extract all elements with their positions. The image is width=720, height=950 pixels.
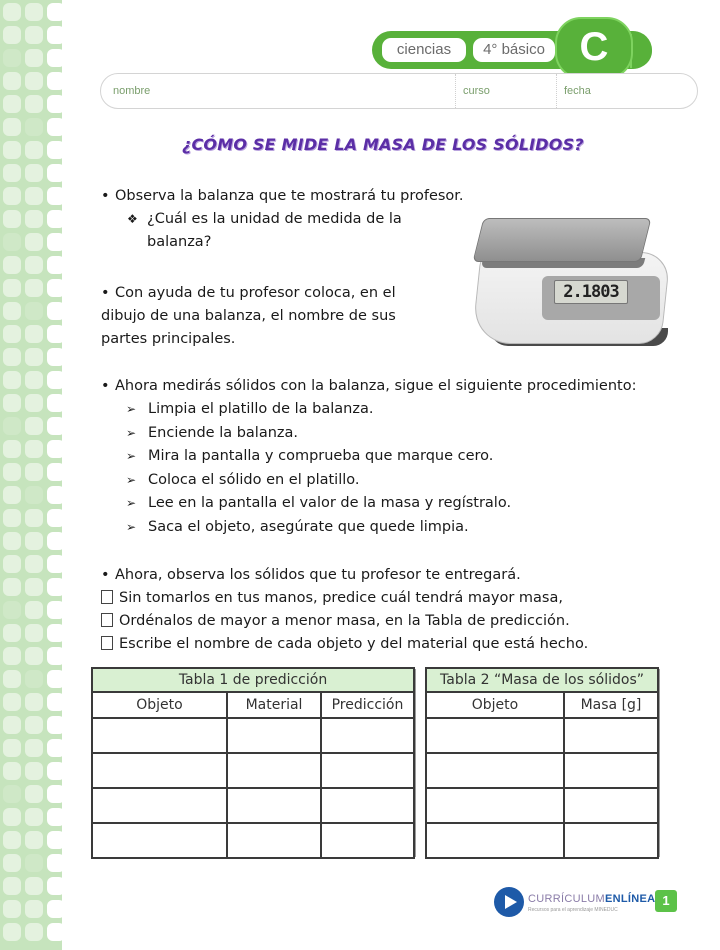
decorative-tile — [25, 141, 43, 159]
decorative-tile — [25, 693, 43, 711]
decorative-tile — [47, 486, 62, 504]
decorative-tile — [47, 233, 62, 251]
decorative-tile — [3, 26, 21, 44]
decorative-tile — [25, 256, 43, 274]
decorative-tile — [47, 785, 62, 803]
decorative-tile — [25, 417, 43, 435]
decorative-tile — [3, 394, 21, 412]
decorative-tile — [47, 831, 62, 849]
scale-display: 2.1803 — [554, 280, 628, 304]
table-cell[interactable] — [227, 788, 321, 823]
procedure-step: ➢ Lee en la pantalla el valor de la masa y regístralo. — [126, 492, 511, 515]
decorative-tile — [3, 440, 21, 458]
decorative-tile — [25, 210, 43, 228]
bullet-icon: • — [101, 285, 110, 301]
arrow-bullet-icon: ➢ — [126, 496, 137, 510]
decorative-tile — [25, 670, 43, 688]
decorative-tile — [3, 141, 21, 159]
table-row — [426, 753, 658, 788]
mass-table-caption: Tabla 2 “Masa de los sólidos” — [426, 668, 658, 692]
column-header-object: Objeto — [92, 692, 227, 718]
decorative-tile — [47, 739, 62, 757]
decorative-tile — [47, 348, 62, 366]
table-cell[interactable] — [321, 753, 414, 788]
decorative-tile — [25, 348, 43, 366]
decorative-tile — [3, 256, 21, 274]
decorative-tile — [25, 164, 43, 182]
decorative-tile — [47, 72, 62, 90]
table-cell[interactable] — [227, 718, 321, 753]
decorative-tile — [25, 509, 43, 527]
box-bullet-icon — [101, 590, 113, 604]
page-title: ¿CÓMO SE MIDE LA MASA DE LOS SÓLIDOS? — [182, 135, 584, 154]
decorative-tile — [47, 693, 62, 711]
decorative-tile — [25, 624, 43, 642]
decorative-tile — [3, 624, 21, 642]
diamond-bullet-icon: ❖ — [127, 212, 138, 226]
decorative-tile — [3, 693, 21, 711]
decorative-tile — [47, 95, 62, 113]
field-divider — [556, 74, 557, 108]
table-cell[interactable] — [92, 788, 227, 823]
decorative-tile — [3, 3, 21, 21]
decorative-tile — [47, 141, 62, 159]
decorative-tile — [47, 325, 62, 343]
decorative-tile — [47, 716, 62, 734]
question-unit-cont: balanza? — [147, 234, 212, 250]
table-cell[interactable] — [227, 753, 321, 788]
procedure-step: ➢ Saca el objeto, asegúrate que quede limpia. — [126, 516, 469, 539]
procedure-intro: • Ahora medirás sólidos con la balanza, sigue el siguiente procedimiento: — [101, 375, 636, 398]
arrow-bullet-icon: ➢ — [126, 519, 137, 534]
decorative-tile — [47, 647, 62, 665]
decorative-tile — [3, 509, 21, 527]
table-cell[interactable] — [564, 718, 658, 753]
curriculum-logo-icon — [494, 887, 524, 917]
table-cell[interactable] — [92, 823, 227, 858]
decorative-tile — [25, 325, 43, 343]
subject-letter-badge: C — [555, 17, 633, 79]
date-field-label: fecha — [564, 85, 591, 97]
footer-brand: CURRÍCULUMENLÍNEA — [528, 893, 656, 905]
decorative-tile — [47, 256, 62, 274]
decorative-tile — [25, 555, 43, 573]
decorative-tile — [3, 785, 21, 803]
table-row — [92, 788, 414, 823]
decorative-tile — [3, 923, 21, 941]
procedure-step: ➢ Limpia el platillo de la balanza. — [126, 398, 373, 421]
decorative-tile — [3, 739, 21, 757]
decorative-tile — [3, 762, 21, 780]
decorative-tile — [25, 831, 43, 849]
table-cell[interactable] — [92, 753, 227, 788]
decorative-tile — [3, 187, 21, 205]
decorative-tile — [47, 532, 62, 550]
decorative-tile — [25, 900, 43, 918]
decorative-tile — [3, 49, 21, 67]
table-cell[interactable] — [564, 788, 658, 823]
decorative-tile — [3, 854, 21, 872]
footer-tagline: Recursos para el aprendizaje MINEDUC — [528, 907, 618, 913]
decorative-tile — [47, 601, 62, 619]
decorative-tile — [25, 463, 43, 481]
decorative-tile — [47, 187, 62, 205]
prediction-instruction: Sin tomarlos en tus manos, predice cuál tendrá mayor masa, — [101, 587, 563, 610]
mass-table — [425, 667, 659, 859]
column-header-material: Material — [227, 692, 321, 718]
column-header-prediction: Predicción — [321, 692, 414, 718]
decorative-tile — [3, 417, 21, 435]
decorative-tile — [3, 302, 21, 320]
decorative-tile — [3, 325, 21, 343]
decorative-tile — [25, 394, 43, 412]
decorative-tile — [25, 808, 43, 826]
procedure-step: ➢ Enciende la balanza. — [126, 422, 298, 445]
decorative-tile — [3, 164, 21, 182]
decorative-tile — [25, 440, 43, 458]
decorative-tile — [47, 49, 62, 67]
decorative-tile — [47, 900, 62, 918]
decorative-tile — [3, 210, 21, 228]
decorative-tile — [25, 647, 43, 665]
arrow-bullet-icon: ➢ — [126, 425, 137, 440]
question-unit: ❖ ¿Cuál es la unidad de medida de la — [127, 208, 402, 231]
decorative-tile — [25, 3, 43, 21]
decorative-tile — [25, 716, 43, 734]
decorative-tile — [25, 72, 43, 90]
decorative-tile — [25, 923, 43, 941]
table-cell[interactable] — [426, 718, 564, 753]
table-cell[interactable] — [564, 823, 658, 858]
arrow-bullet-icon: ➢ — [126, 472, 137, 487]
table-cell[interactable] — [92, 718, 227, 753]
subject-tab: ciencias — [382, 38, 466, 62]
decorative-tile — [3, 371, 21, 389]
column-header-object: Objeto — [426, 692, 564, 718]
prediction-instruction: Ordénalos de mayor a menor masa, en la Tabla de predicción. — [101, 610, 570, 633]
decorative-tile — [3, 233, 21, 251]
box-bullet-icon — [101, 613, 113, 627]
instruction-observe: • Observa la balanza que te mostrará tu profesor. — [101, 185, 464, 208]
table-row — [92, 718, 414, 753]
decorative-tile — [25, 49, 43, 67]
decorative-tile — [3, 555, 21, 573]
decorative-tile — [47, 440, 62, 458]
column-header-mass: Masa [g] — [564, 692, 658, 718]
instruction-label-parts-line3: partes principales. — [101, 331, 236, 347]
bullet-icon: • — [101, 188, 110, 204]
decorative-tile — [3, 647, 21, 665]
table-cell[interactable] — [321, 718, 414, 753]
decorative-tile — [47, 371, 62, 389]
course-field-label: curso — [463, 85, 490, 97]
table-cell[interactable] — [426, 753, 564, 788]
decorative-tile — [3, 532, 21, 550]
instruction-label-parts-line2: dibujo de una balanza, el nombre de sus — [101, 308, 396, 324]
box-bullet-icon — [101, 636, 113, 650]
decorative-tile — [3, 486, 21, 504]
table-cell[interactable] — [321, 788, 414, 823]
decorative-tile — [47, 854, 62, 872]
decorative-tile — [3, 72, 21, 90]
table-row — [92, 823, 414, 858]
decorative-tile — [3, 900, 21, 918]
decorative-tile — [25, 532, 43, 550]
decorative-tile — [47, 555, 62, 573]
decorative-tile — [47, 394, 62, 412]
arrow-bullet-icon: ➢ — [126, 449, 137, 463]
table-row — [426, 718, 658, 753]
decorative-tile — [47, 279, 62, 297]
digital-scale-image — [470, 210, 670, 350]
decorative-tile — [47, 463, 62, 481]
decorative-tile — [47, 417, 62, 435]
solids-intro: • Ahora, observa los sólidos que tu profesor te entregará. — [101, 564, 521, 587]
decorative-tile — [25, 739, 43, 757]
table-cell[interactable] — [321, 823, 414, 858]
decorative-tile — [3, 877, 21, 895]
decorative-side-strip — [0, 0, 62, 950]
arrow-bullet-icon: ➢ — [126, 402, 137, 416]
table-row — [92, 753, 414, 788]
student-info-bar — [100, 73, 698, 109]
decorative-tile — [47, 164, 62, 182]
decorative-tile — [3, 95, 21, 113]
decorative-tile — [3, 463, 21, 481]
procedure-step: ➢ Mira la pantalla y comprueba que marque cero. — [126, 445, 493, 468]
field-divider — [455, 74, 456, 108]
decorative-tile — [47, 578, 62, 596]
decorative-tile — [25, 26, 43, 44]
decorative-tile — [47, 26, 62, 44]
grade-tab: 4° básico — [473, 38, 555, 62]
decorative-tile — [47, 624, 62, 642]
decorative-tile — [47, 3, 62, 21]
decorative-tile — [3, 670, 21, 688]
decorative-tile — [25, 578, 43, 596]
page-number-badge: 1 — [655, 890, 677, 912]
decorative-tile — [25, 486, 43, 504]
decorative-tile — [47, 670, 62, 688]
bullet-icon: • — [101, 567, 110, 583]
decorative-tile — [47, 302, 62, 320]
table-cell[interactable] — [564, 753, 658, 788]
decorative-tile — [47, 762, 62, 780]
decorative-tile — [3, 808, 21, 826]
prediction-instruction: Escribe el nombre de cada objeto y del material que está hecho. — [101, 633, 588, 656]
procedure-step: ➢ Coloca el sólido en el platillo. — [126, 469, 359, 492]
table-row — [426, 823, 658, 858]
table-cell[interactable] — [426, 823, 564, 858]
prediction-table — [91, 667, 415, 859]
decorative-tile — [25, 118, 43, 136]
decorative-tile — [3, 601, 21, 619]
decorative-tile — [25, 233, 43, 251]
decorative-tile — [47, 118, 62, 136]
decorative-tile — [25, 877, 43, 895]
decorative-tile — [3, 716, 21, 734]
decorative-tile — [25, 302, 43, 320]
table-cell[interactable] — [227, 823, 321, 858]
decorative-tile — [25, 187, 43, 205]
bullet-icon: • — [101, 378, 110, 394]
prediction-table-caption: Tabla 1 de predicción — [92, 668, 414, 692]
decorative-tile — [25, 762, 43, 780]
decorative-tile — [3, 279, 21, 297]
decorative-tile — [3, 831, 21, 849]
decorative-tile — [25, 279, 43, 297]
decorative-tile — [47, 923, 62, 941]
decorative-tile — [47, 877, 62, 895]
table-cell[interactable] — [426, 788, 564, 823]
scale-pan — [473, 218, 652, 262]
decorative-tile — [25, 601, 43, 619]
decorative-tile — [25, 785, 43, 803]
decorative-tile — [25, 854, 43, 872]
decorative-tile — [47, 210, 62, 228]
decorative-tile — [25, 371, 43, 389]
decorative-tile — [3, 118, 21, 136]
decorative-tile — [3, 578, 21, 596]
decorative-tile — [25, 95, 43, 113]
decorative-tile — [47, 808, 62, 826]
decorative-tile — [3, 348, 21, 366]
instruction-label-parts: • Con ayuda de tu profesor coloca, en el — [101, 282, 396, 305]
table-row — [426, 788, 658, 823]
decorative-tile — [47, 509, 62, 527]
name-field-label: nombre — [113, 85, 151, 97]
